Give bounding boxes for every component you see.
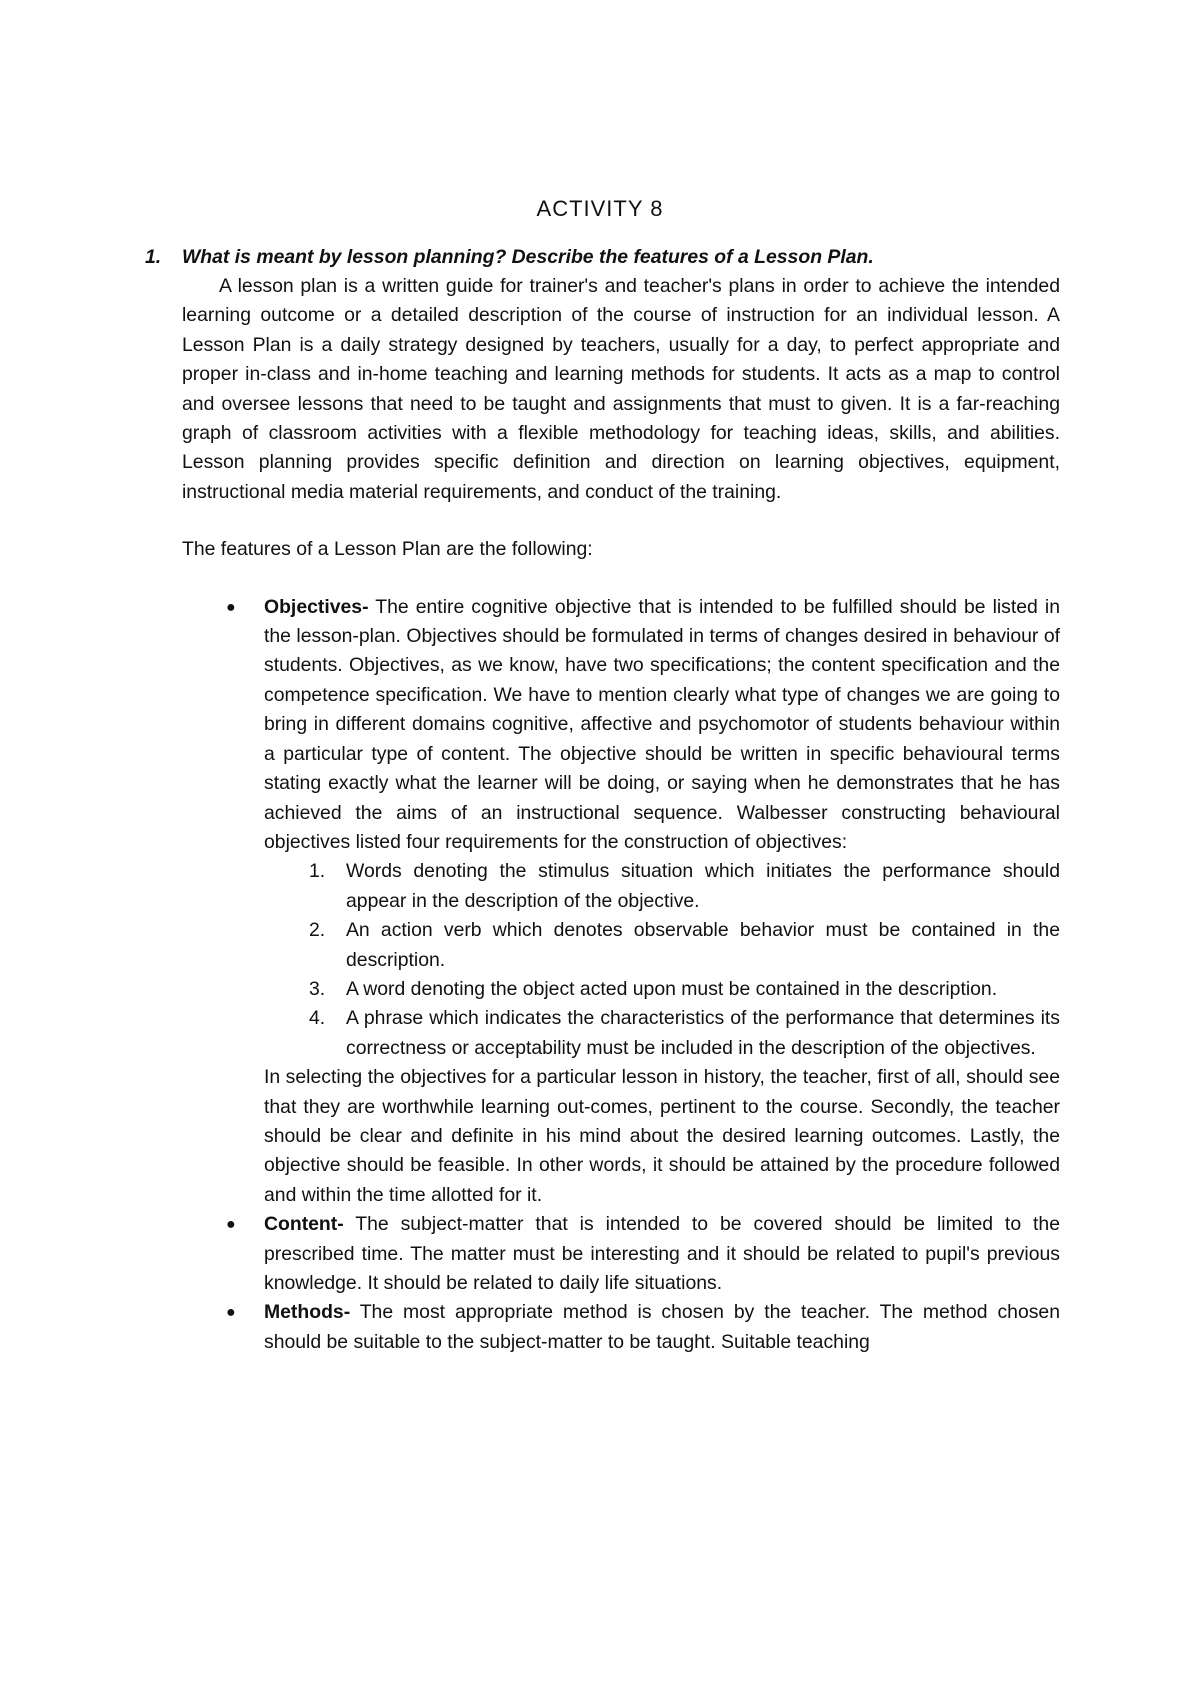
bullet-icon: ●	[226, 1304, 236, 1322]
requirement-text: Words denoting the stimulus situation which initiates the performance should appear in the description of the objective.	[346, 860, 1060, 912]
objectives-closing-text: In selecting the objectives for a particular lesson in history, the teacher, first of all, should see that they are worthwhile learning out-comes, pertinent to the course. Secondly, the teacher should be clear and definite in his mind about the desired learning outcomes. Lastly, the objective should be feasible. In other words, it should be attained by the procedure followed and within the time allotted for it.	[264, 1066, 1060, 1206]
feature-label: Objectives-	[264, 595, 369, 618]
feature-methods	[226, 1298, 1060, 1357]
feature-objectives	[226, 593, 1060, 1211]
bullet-icon: ●	[226, 598, 236, 616]
requirement-number: 3.	[309, 977, 326, 1000]
requirement-number: 2.	[309, 919, 326, 942]
features-intro: The features of a Lesson Plan are the following:	[182, 538, 593, 561]
feature-label: Content-	[264, 1213, 344, 1236]
list-item	[264, 975, 1060, 1004]
requirement-text: A word denoting the object acted upon must be contained in the description.	[346, 977, 998, 1000]
feature-text: The subject-matter that is intended to be covered should be limited to the prescribed time. The matter must be interesting and it should be related to pupil's previous knowledge. It should be related to daily life situations.	[264, 1213, 1060, 1294]
feature-body	[264, 1213, 1060, 1294]
requirement-number: 1.	[309, 860, 326, 883]
list-item	[264, 916, 1060, 975]
requirement-text: A phrase which indicates the characteristics of the performance that determines its correctness or acceptability must be included in the description of the objectives.	[346, 1007, 1060, 1059]
feature-content	[226, 1210, 1060, 1298]
question-text: What is meant by lesson planning? Describe the features of a Lesson Plan.	[182, 246, 874, 268]
page-title: ACTIVITY 8	[536, 196, 664, 221]
list-item	[264, 1004, 1060, 1063]
question-1	[145, 243, 1060, 272]
bullet-icon: ●	[226, 1216, 236, 1234]
feature-label: Methods-	[264, 1301, 351, 1324]
question-number: 1.	[145, 246, 162, 268]
answer-paragraph: A lesson plan is a written guide for trainer's and teacher's plans in order to achieve the intended learning outcome or a detailed description of the course of instruction for an individual lesson. A Lesson Plan is a daily strategy designed by teachers, usually for a day, to perfect appropriate and proper in-class and in-home teaching and learning methods for students. It acts as a map to control and oversee lessons that need to be taught and assignments that must to given. It is a far-reaching graph of classroom activities with a flexible methodology for teaching ideas, skills, and abilities. Lesson planning provides specific definition and direction on learning objectives, equipment, instructional media material requirements, and conduct of the training.	[182, 275, 1060, 503]
feature-body	[264, 596, 1060, 853]
requirement-text: An action verb which denotes observable behavior must be contained in the description.	[346, 919, 1060, 971]
feature-body	[264, 1301, 1060, 1352]
requirement-number: 4.	[309, 1007, 326, 1030]
feature-text: The entire cognitive objective that is intended to be fulfilled should be listed in the lesson-plan. Objectives should be formulated in terms of changes desired in behaviour of students. Objectives, as we know, have two specifications; the content specification and the competence specification. We have to mention clearly what type of changes we are going to bring in different domains cognitive, affective and psychomotor of students behaviour within a particular type of content. The objective should be written in specific behavioural terms stating exactly what the learner will be doing, or saying when he demonstrates that he has achieved the aims of an instructional sequence. Walbesser constructing behavioural objectives listed four requirements for the construction of objectives:	[264, 595, 1060, 853]
feature-text: The most appropriate method is chosen by the teacher. The method chosen should be suitable to the subject-matter to be taught. Suitable teaching	[264, 1301, 1060, 1353]
list-item	[264, 857, 1060, 916]
features-list	[0, 593, 1060, 1358]
requirements-list	[264, 857, 1060, 1063]
